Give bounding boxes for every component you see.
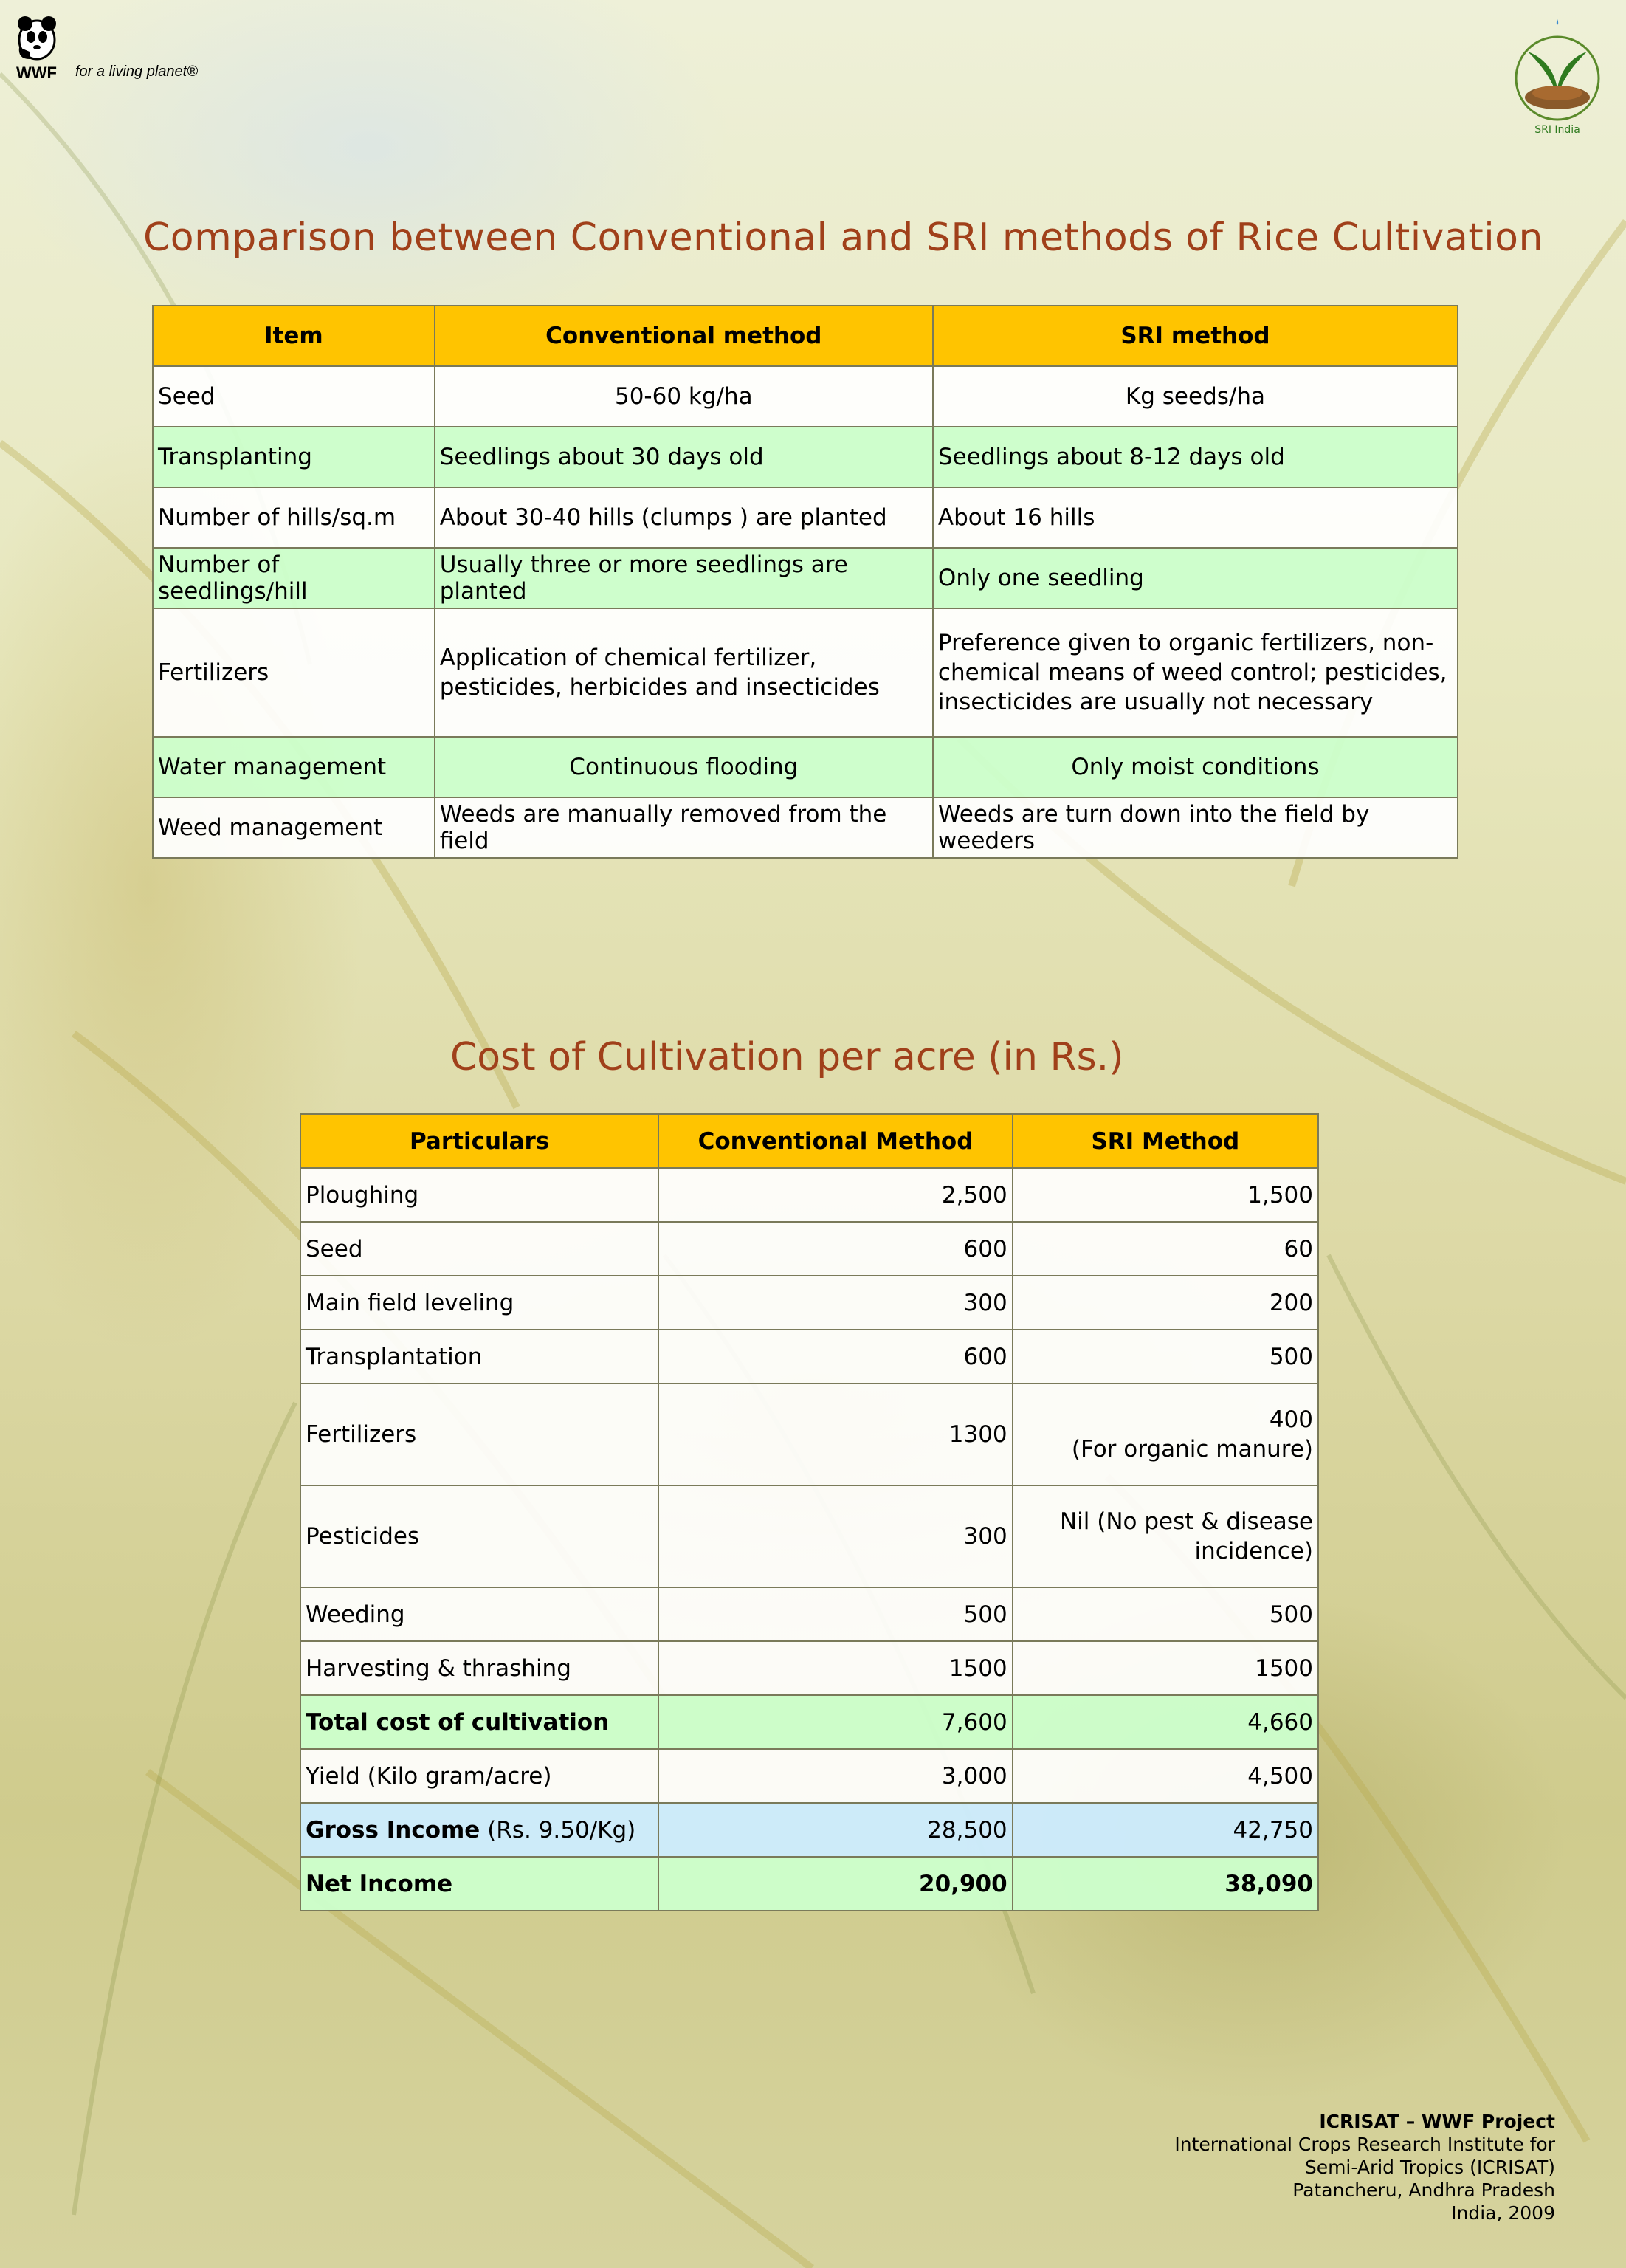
sri-india-logo	[1506, 15, 1609, 133]
gross-income-label: Gross Income	[306, 1816, 480, 1843]
conventional-cell: 50-60 kg/ha	[435, 366, 933, 427]
footer-line: India, 2009	[1451, 2202, 1555, 2224]
footer-credits	[1174, 2110, 1555, 2224]
row-label: Pesticides	[300, 1485, 658, 1587]
column-header: SRI method	[933, 306, 1458, 366]
conventional-cost: 2,500	[658, 1168, 1012, 1222]
sri-cost: 1500	[1013, 1641, 1318, 1695]
table-row	[153, 797, 1458, 858]
cost-title: Cost of Cultivation per acre (in Rs.)	[450, 1035, 1124, 1079]
comparison-title: Comparison between Conventional and SRI methods of Rice Cultivation	[143, 216, 1543, 260]
sri-cell: Preference given to organic fertilizers, non-chemical means of weed control; pesticides, insecticides are usually not necessary	[933, 608, 1458, 737]
table-row	[300, 1330, 1318, 1384]
conventional-cost: 28,500	[658, 1803, 1012, 1857]
sri-cost: 42,750	[1013, 1803, 1318, 1857]
conventional-cell: Seedlings about 30 days old	[435, 427, 933, 487]
table-header-row	[153, 306, 1458, 366]
row-label: Weeding	[300, 1587, 658, 1641]
sri-cost: 500	[1013, 1587, 1318, 1641]
sri-cost-value: Nil (No pest & disease	[1059, 1508, 1313, 1535]
gross-income-rate: (Rs. 9.50/Kg)	[480, 1816, 636, 1843]
sri-cost	[1013, 1384, 1318, 1485]
wwf-panda-logo	[15, 15, 59, 61]
row-label: Fertilizers	[300, 1384, 658, 1485]
comparison-table	[152, 305, 1458, 859]
row-label: Transplanting	[153, 427, 435, 487]
conventional-cell: Usually three or more seedlings are planted	[435, 548, 933, 608]
sri-cost: 200	[1013, 1276, 1318, 1330]
footer-line: Semi-Arid Tropics (ICRISAT)	[1304, 2157, 1555, 2178]
row-label: Number of seedlings/hill	[153, 548, 435, 608]
sri-cost-note: incidence)	[1194, 1538, 1313, 1564]
table-row	[300, 1168, 1318, 1222]
conventional-cost: 600	[658, 1222, 1012, 1276]
row-label: Weed management	[153, 797, 435, 858]
table-row	[153, 608, 1458, 737]
sri-cost-value: 400	[1269, 1406, 1313, 1433]
footer-title: ICRISAT – WWF Project	[1319, 2111, 1555, 2132]
sri-cost: 4,500	[1013, 1749, 1318, 1803]
table-row	[300, 1749, 1318, 1803]
sri-cell: Kg seeds/ha	[933, 366, 1458, 427]
sri-cell: Seedlings about 8-12 days old	[933, 427, 1458, 487]
sri-cell: Weeds are turn down into the field by weeders	[933, 797, 1458, 858]
conventional-cell: About 30-40 hills (clumps ) are planted	[435, 487, 933, 548]
table-row	[153, 548, 1458, 608]
table-header-row	[300, 1114, 1318, 1168]
conventional-cell: Continuous flooding	[435, 737, 933, 797]
sri-cell: Only moist conditions	[933, 737, 1458, 797]
row-label: Yield (Kilo gram/acre)	[300, 1749, 658, 1803]
conventional-cost: 1300	[658, 1384, 1012, 1485]
table-row	[300, 1222, 1318, 1276]
wwf-wordmark: WWF	[16, 63, 57, 82]
row-label: Total cost of cultivation	[300, 1695, 658, 1749]
cost-table	[300, 1113, 1319, 1911]
row-label: Main field leveling	[300, 1276, 658, 1330]
sri-cost-note: (For organic manure)	[1071, 1436, 1313, 1463]
table-row	[300, 1641, 1318, 1695]
table-row	[153, 737, 1458, 797]
row-label: Transplantation	[300, 1330, 658, 1384]
row-label: Seed	[153, 366, 435, 427]
table-row	[300, 1276, 1318, 1330]
column-header: Item	[153, 306, 435, 366]
row-label: Number of hills/sq.m	[153, 487, 435, 548]
row-label: Seed	[300, 1222, 658, 1276]
conventional-cost: 300	[658, 1276, 1012, 1330]
conventional-cost: 500	[658, 1587, 1012, 1641]
tagline: for a living planet®	[75, 63, 198, 80]
row-label: Fertilizers	[153, 608, 435, 737]
sri-cost: 4,660	[1013, 1695, 1318, 1749]
conventional-cost: 20,900	[658, 1857, 1012, 1911]
sri-cost: 1,500	[1013, 1168, 1318, 1222]
sri-logo-text: SRI India	[1534, 124, 1580, 133]
table-row	[153, 427, 1458, 487]
gross-income-row	[300, 1803, 1318, 1857]
conventional-cost: 7,600	[658, 1695, 1012, 1749]
sri-cell: Only one seedling	[933, 548, 1458, 608]
conventional-cost: 3,000	[658, 1749, 1012, 1803]
footer-line: International Crops Research Institute for	[1174, 2134, 1555, 2155]
table-row	[300, 1485, 1318, 1587]
table-row	[300, 1384, 1318, 1485]
footer-line: Patancheru, Andhra Pradesh	[1292, 2179, 1555, 2201]
sri-cell: About 16 hills	[933, 487, 1458, 548]
table-row	[153, 487, 1458, 548]
conventional-cell: Application of chemical fertilizer, pesticides, herbicides and insecticides	[435, 608, 933, 737]
column-header: Particulars	[300, 1114, 658, 1168]
sri-cost: 38,090	[1013, 1857, 1318, 1911]
row-label	[300, 1803, 658, 1857]
conventional-cell: Weeds are manually removed from the field	[435, 797, 933, 858]
row-label: Ploughing	[300, 1168, 658, 1222]
conventional-cost: 600	[658, 1330, 1012, 1384]
table-row	[153, 366, 1458, 427]
total-row	[300, 1695, 1318, 1749]
conventional-cost: 1500	[658, 1641, 1012, 1695]
row-label: Net Income	[300, 1857, 658, 1911]
column-header: Conventional method	[435, 306, 933, 366]
table-row	[300, 1587, 1318, 1641]
column-header: SRI Method	[1013, 1114, 1318, 1168]
net-income-row	[300, 1857, 1318, 1911]
conventional-cost: 300	[658, 1485, 1012, 1587]
row-label: Water management	[153, 737, 435, 797]
column-header: Conventional Method	[658, 1114, 1012, 1168]
sri-cost	[1013, 1485, 1318, 1587]
sri-cost: 60	[1013, 1222, 1318, 1276]
row-label: Harvesting & thrashing	[300, 1641, 658, 1695]
sri-cost: 500	[1013, 1330, 1318, 1384]
